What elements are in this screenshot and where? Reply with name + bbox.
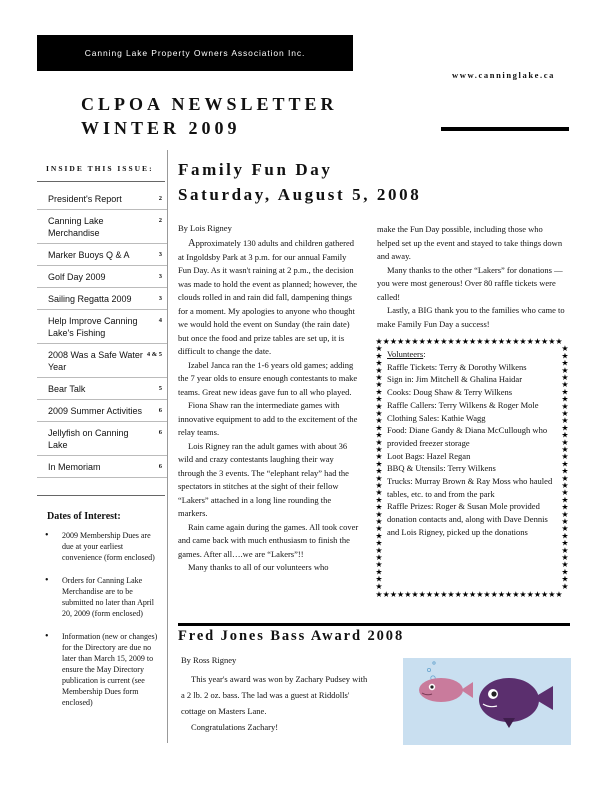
star-icon: ★ — [375, 488, 383, 498]
star-icon: ★ — [440, 337, 448, 346]
star-icon: ★ — [526, 337, 534, 346]
toc-item[interactable] — [37, 344, 167, 378]
star-icon: ★ — [375, 459, 383, 469]
star-icon: ★ — [404, 590, 412, 599]
toc-item[interactable] — [37, 456, 167, 478]
star-icon: ★ — [561, 437, 569, 447]
star-icon: ★ — [561, 401, 569, 411]
article-paragraph: Many thanks to the other “Lakers” for donations — you were most generous! Over 80 raffle tickets were called! — [377, 264, 563, 302]
star-icon: ★ — [375, 517, 383, 526]
article-column-1 — [178, 237, 360, 575]
toc-title: In Memoriam — [48, 462, 101, 472]
title-line-2: WINTER 2009 — [81, 118, 241, 138]
article-paragraph: Lois Rigney ran the adult games with about 36 wild and crazy contestants laughing their way through the 3 events. The “elephant relay” had the spectators in stitches at the sight of their fellow “Lakers” attached in a long line rounding the markers. — [178, 440, 349, 518]
star-icon: ★ — [561, 365, 569, 375]
article-paragraph: Fiona Shaw ran the intermediate games with innovative equipment to add to the excitement of the relay teams. — [178, 400, 358, 437]
volunteer-line: Cooks: Doug Shaw & Terry Wilkens — [387, 387, 513, 398]
star-icon: ★ — [375, 567, 383, 577]
toc-title: 2008 Was a Safe Water Year — [48, 350, 143, 372]
star-icon: ★ — [526, 590, 534, 599]
star-icon: ★ — [561, 574, 569, 584]
star-icon: ★ — [561, 452, 569, 462]
star-icon: ★ — [375, 423, 383, 433]
banner-text: Canning Lake Property Owners Association Inc. — [84, 48, 306, 58]
dates-heading: Dates of Interest: — [47, 511, 121, 522]
table-of-contents — [37, 188, 167, 478]
star-icon: ★ — [447, 337, 455, 346]
star-icon: ★ — [375, 560, 383, 570]
star-icon: ★ — [375, 437, 383, 447]
star-icon: ★ — [561, 423, 569, 433]
article-paragraph: Many thanks to all of our volunteers who — [188, 562, 329, 572]
star-icon: ★ — [561, 581, 569, 591]
article-paragraph: Congratulations Zachary! — [191, 722, 279, 732]
volunteer-line: Raffle Callers: Terry Wilkens & Roger Mole — [387, 399, 539, 410]
star-icon: ★ — [505, 590, 513, 599]
date-item: • 2009 Membership Dues are due at your earliest convenience (form enclosed) — [45, 530, 161, 563]
article-paragraph — [178, 237, 360, 359]
volunteer-line: Trucks: Murray Brown & Ray Moss who hauled tables, etc. to and from the park — [387, 476, 553, 499]
star-icon: ★ — [555, 337, 563, 346]
star-icon: ★ — [375, 380, 383, 390]
star-icon: ★ — [411, 590, 419, 599]
bass-award-heading: Fred Jones Bass Award 2008 — [178, 628, 405, 644]
star-icon: ★ — [497, 590, 505, 599]
star-icon: ★ — [389, 337, 397, 346]
star-icon: ★ — [375, 531, 383, 541]
star-icon: ★ — [490, 590, 498, 599]
star-icon: ★ — [561, 509, 569, 519]
volunteers-box — [374, 335, 570, 599]
byline: By Ross Rigney — [181, 655, 237, 665]
bass-article — [181, 671, 369, 735]
star-icon: ★ — [375, 373, 383, 382]
star-icon: ★ — [561, 545, 569, 555]
toc-page: 4 & 5 — [146, 351, 162, 358]
toc-title: 2009 Summer Activities — [48, 406, 143, 416]
star-icon: ★ — [561, 531, 569, 541]
star-icon: ★ — [375, 545, 383, 555]
toc-item[interactable] — [37, 210, 167, 244]
heading-line-1: Family Fun Day — [178, 160, 333, 179]
volunteer-line: Food: Diane Gandy & Diana McCullough who provided freezer storage — [387, 425, 548, 448]
toc-divider — [37, 181, 165, 182]
star-icon: ★ — [476, 590, 484, 599]
star-icon: ★ — [483, 590, 491, 599]
star-icon: ★ — [555, 590, 563, 599]
star-icon: ★ — [375, 445, 383, 454]
toc-page: 6 — [158, 429, 162, 436]
star-icon: ★ — [375, 452, 383, 462]
star-icon: ★ — [561, 517, 569, 526]
toc-divider — [37, 495, 165, 496]
toc-page: 3 — [158, 295, 162, 302]
toc-item[interactable] — [37, 400, 167, 422]
toc-item[interactable] — [37, 422, 167, 456]
star-icon: ★ — [561, 380, 569, 390]
star-icon: ★ — [561, 553, 569, 562]
star-icon: ★ — [382, 337, 390, 346]
star-icon: ★ — [561, 358, 569, 368]
sidebar — [37, 150, 168, 743]
toc-item[interactable] — [37, 188, 167, 210]
star-icon: ★ — [533, 590, 541, 599]
star-icon: ★ — [375, 553, 383, 562]
toc-title: Sailing Regatta 2009 — [48, 294, 132, 304]
toc-item[interactable] — [37, 378, 167, 400]
star-icon: ★ — [454, 590, 462, 599]
inside-issue-label: INSIDE THIS ISSUE: — [46, 164, 154, 173]
toc-title: Golf Day 2009 — [48, 272, 106, 282]
star-icon: ★ — [375, 509, 383, 519]
star-icon: ★ — [375, 524, 383, 534]
drop-cap: A — [188, 238, 196, 249]
article-paragraph: Izabel Janca ran the 1-6 years old games; adding the 7 year olds to ensure enough contestants to make teams. Great new ideas gave fun to all who played. — [178, 359, 358, 397]
star-icon: ★ — [375, 401, 383, 411]
star-icon: ★ — [561, 459, 569, 469]
article-column-2 — [377, 223, 565, 331]
star-icon: ★ — [548, 337, 556, 346]
star-icon: ★ — [561, 495, 569, 505]
star-icon: ★ — [519, 337, 527, 346]
volunteer-line: Raffle Tickets: Terry & Dorothy Wilkens — [387, 361, 527, 372]
toc-item[interactable] — [37, 310, 167, 344]
star-icon: ★ — [375, 337, 383, 346]
volunteers-list — [387, 348, 559, 539]
star-icon: ★ — [561, 387, 569, 397]
star-icon: ★ — [519, 590, 527, 599]
star-icon: ★ — [375, 430, 383, 440]
star-icon: ★ — [375, 473, 383, 483]
star-icon: ★ — [469, 337, 477, 346]
star-icon: ★ — [548, 590, 556, 599]
article-paragraph: make the Fun Day possible, including those who helped set up the event and stayed to take things down and away. — [377, 224, 563, 261]
volunteer-line: BBQ & Utensils: Terry Wilkens — [387, 463, 496, 474]
date-item: • Information (new or changes) for the Directory are due no later than March 15, 2009 to ensure the May Directory publication is current (see Membership Dues form enclosed) — [45, 631, 161, 708]
star-icon: ★ — [561, 567, 569, 577]
star-icon: ★ — [541, 590, 549, 599]
star-icon: ★ — [447, 590, 455, 599]
star-icon: ★ — [561, 560, 569, 570]
star-icon: ★ — [397, 590, 405, 599]
star-icon: ★ — [440, 590, 448, 599]
star-icon: ★ — [389, 590, 397, 599]
star-icon: ★ — [375, 416, 383, 426]
star-icon: ★ — [561, 445, 569, 454]
volunteer-line: Raffle Prizes: Roger & Susan Mole provided donation contacts and, along with Dave Dennis and Lois Rigney, picked up the donations — [387, 501, 548, 537]
toc-title: Jellyfish on Canning Lake — [48, 428, 129, 450]
star-icon: ★ — [418, 337, 426, 346]
star-icon: ★ — [483, 337, 491, 346]
star-icon: ★ — [561, 524, 569, 534]
star-icon: ★ — [561, 538, 569, 548]
star-icon: ★ — [561, 481, 569, 490]
title-line-1: CLPOA NEWSLETTER — [81, 94, 338, 114]
star-icon: ★ — [561, 430, 569, 440]
toc-title: Canning Lake Merchandise — [48, 216, 104, 238]
star-icon: ★ — [512, 337, 520, 346]
family-fun-day-heading — [178, 157, 421, 207]
star-icon: ★ — [490, 337, 498, 346]
star-icon: ★ — [375, 394, 383, 404]
toc-title: Bear Talk — [48, 384, 86, 394]
date-item: • Orders for Canning Lake Merchandise are to be submitted no later than April 20, 2009 (form enclosed) — [45, 575, 161, 619]
star-icon: ★ — [497, 337, 505, 346]
toc-page: 6 — [158, 407, 162, 414]
paragraph-text: pproximately 130 adults and children gathered at Ingoldsby Park at 3 p.m. for our annual Family Fun Day. As it wasn't raining at 2 p.m., the decision was made to hold the event as planned; however, the clouds rolled in and rain did fall, dampening things for a moment. My apologies to anyone who thought we would hold the event on Sunday (the rain date) but once the food and prize tables are set up, it is difficult to change the date. — [178, 238, 358, 356]
star-icon: ★ — [533, 337, 541, 346]
star-icon: ★ — [404, 337, 412, 346]
website-url[interactable]: www.canninglake.ca — [452, 70, 555, 80]
article-paragraph: Lastly, a BIG thank you to the families who came to make Family Fun Day a success! — [377, 305, 565, 329]
volunteer-line: Sign in: Jim Mitchell & Ghalina Haidar — [387, 374, 523, 385]
toc-page: 5 — [158, 385, 162, 392]
star-icon: ★ — [418, 590, 426, 599]
star-icon: ★ — [454, 337, 462, 346]
volunteer-line: Clothing Sales: Kathie Wagg — [387, 412, 486, 423]
star-icon: ★ — [561, 351, 569, 361]
star-icon: ★ — [382, 590, 390, 599]
star-icon: ★ — [375, 481, 383, 490]
toc-page: 2 — [158, 195, 162, 202]
star-icon: ★ — [561, 416, 569, 426]
star-icon: ★ — [375, 387, 383, 397]
toc-item[interactable] — [37, 244, 167, 266]
toc-page: 4 — [158, 317, 162, 324]
section-rule — [178, 623, 570, 626]
star-icon: ★ — [461, 590, 469, 599]
star-icon: ★ — [375, 344, 383, 354]
toc-item[interactable] — [37, 266, 167, 288]
star-icon: ★ — [561, 473, 569, 483]
star-icon: ★ — [375, 581, 383, 591]
toc-item[interactable] — [37, 288, 167, 310]
star-icon: ★ — [375, 409, 383, 418]
star-icon: ★ — [433, 337, 441, 346]
star-icon: ★ — [561, 466, 569, 476]
star-icon: ★ — [461, 337, 469, 346]
star-icon: ★ — [375, 574, 383, 584]
star-icon: ★ — [476, 337, 484, 346]
toc-title: Help Improve Canning Lake's Fishing — [48, 316, 138, 338]
star-icon: ★ — [561, 502, 569, 512]
star-icon: ★ — [541, 337, 549, 346]
association-banner — [37, 35, 353, 71]
star-icon: ★ — [561, 373, 569, 382]
dates-list — [45, 530, 161, 720]
star-icon: ★ — [375, 502, 383, 512]
star-icon: ★ — [561, 409, 569, 418]
byline: By Lois Rigney — [178, 223, 232, 233]
star-icon: ★ — [375, 365, 383, 375]
toc-title: Marker Buoys Q & A — [48, 250, 130, 260]
article-paragraph: Rain came again during the games. All took cover and came back with much enthusiasm to finish the games. After all….we are “Lakers”!! — [178, 521, 359, 559]
star-icon: ★ — [561, 344, 569, 354]
toc-page: 6 — [158, 463, 162, 470]
fish-illustration — [403, 656, 571, 745]
star-icon: ★ — [425, 337, 433, 346]
title-rule — [441, 127, 569, 131]
toc-title: President's Report — [48, 194, 122, 204]
star-icon: ★ — [375, 358, 383, 368]
star-icon: ★ — [512, 590, 520, 599]
star-icon: ★ — [397, 337, 405, 346]
toc-page: 3 — [158, 273, 162, 280]
volunteer-line: Loot Bags: Hazel Regan — [387, 450, 471, 461]
star-icon: ★ — [375, 466, 383, 476]
article-paragraph: This year's award was won by Zachary Pudsey with a 2 lb. 2 oz. bass. The lad was a guest at Riddolls' cottage on Masters Lane. — [181, 674, 368, 716]
heading-line-2: Saturday, August 5, 2008 — [178, 185, 422, 204]
star-icon: ★ — [469, 590, 477, 599]
star-icon: ★ — [375, 495, 383, 505]
star-icon: ★ — [375, 351, 383, 361]
newsletter-title — [81, 92, 338, 140]
toc-page: 3 — [158, 251, 162, 258]
star-icon: ★ — [561, 488, 569, 498]
star-icon: ★ — [375, 538, 383, 548]
star-icon: ★ — [561, 394, 569, 404]
toc-page: 2 — [158, 217, 162, 224]
star-icon: ★ — [411, 337, 419, 346]
star-icon: ★ — [375, 590, 383, 599]
star-icon: ★ — [433, 590, 441, 599]
star-icon: ★ — [425, 590, 433, 599]
volunteers-label: Volunteers: — [387, 349, 426, 359]
star-icon: ★ — [505, 337, 513, 346]
